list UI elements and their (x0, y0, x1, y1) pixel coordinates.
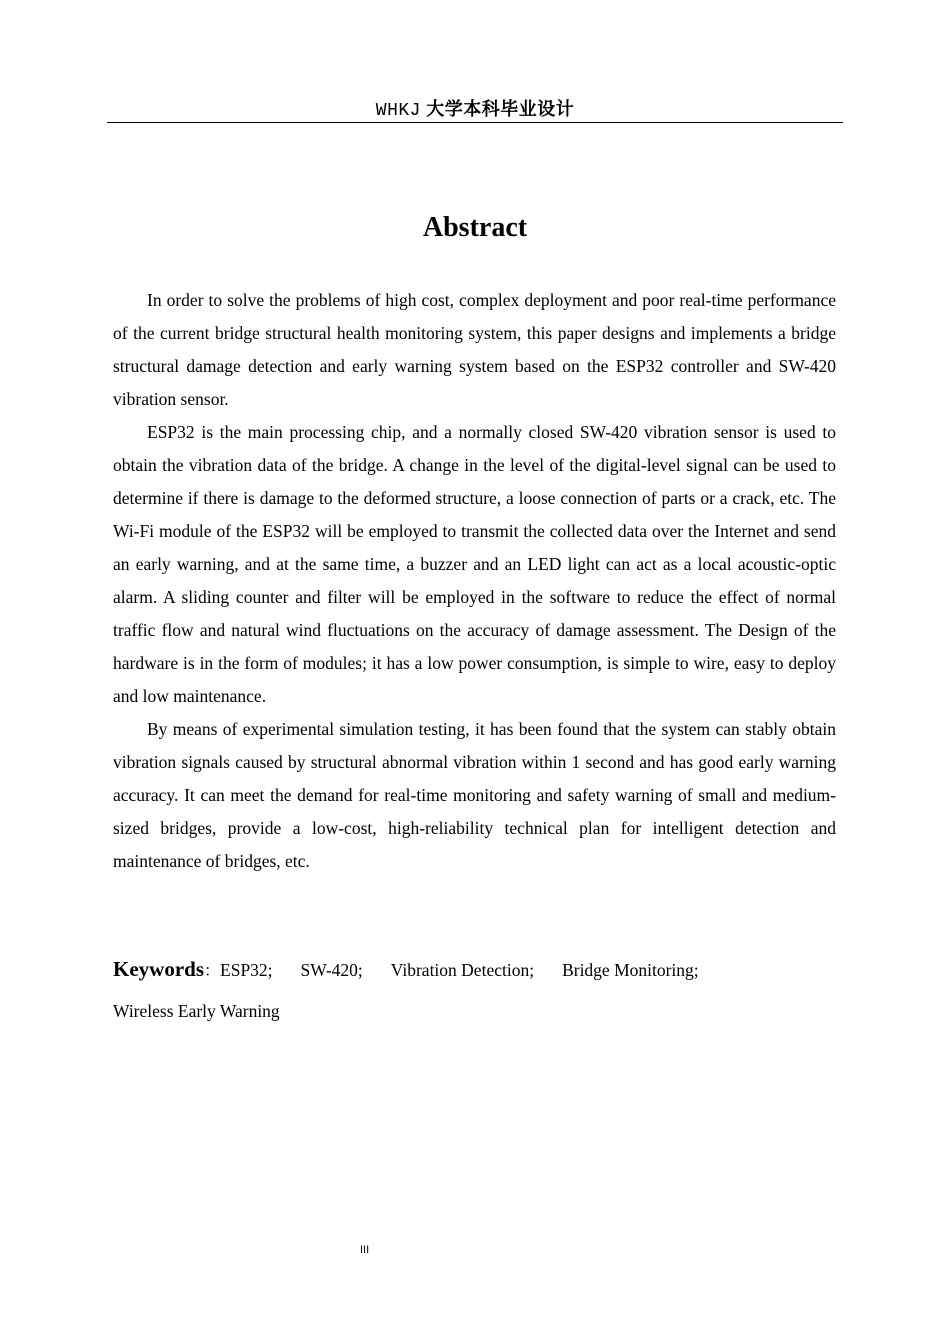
header-document-type: 大学本科毕业设计 (426, 99, 575, 120)
keyword-item: Vibration Detection; (390, 960, 535, 980)
keyword-item: ESP32; (220, 960, 273, 980)
keywords-separator: ： (204, 963, 221, 980)
keywords-line-2 (113, 994, 836, 1029)
abstract-title: Abstract (422, 212, 528, 243)
keyword-item: Bridge Monitoring; (562, 960, 699, 980)
abstract-body (113, 284, 836, 878)
keyword-item: Wireless Early Warning (113, 1001, 280, 1021)
abstract-paragraph-2: ESP32 is the main processing chip, and a normally closed SW-420 vibration sensor is used to obtain the vibration data of the bridge. A change in the level of the digital-level signal can be used to determine if there is damage to the deformed structure, a loose connection of parts or a crack, etc. The Wi-Fi module of the ESP32 will be employed to transmit the collected data over the Internet and send an early warning, and at the same time, a buzzer and an LED light can act as a local acoustic-optic alarm. A sliding counter and filter will be employed in the software to reduce the effect of normal traffic flow and natural wind fluctuations on the accuracy of damage assessment. The Design of the hardware is in the form of modules; it has a low power consumption, is simple to wire, easy to deploy and low maintenance. (113, 422, 836, 706)
keyword-item: SW-420; (300, 960, 363, 980)
keywords-label: Keywords (113, 957, 204, 981)
running-header (107, 98, 843, 122)
header-divider (107, 122, 843, 123)
page-number: III (360, 1244, 370, 1256)
abstract-paragraph-3: By means of experimental simulation testing, it has been found that the system can stably obtain vibration signals caused by structural abnormal vibration within 1 second and has good early warning accuracy. It can meet the demand for real-time monitoring and safety warning of small and medium-sized bridges, provide a low-cost, high-reliability technical plan for intelligent detection and maintenance of bridges, etc. (113, 719, 836, 871)
keywords-line-1 (113, 952, 836, 987)
abstract-paragraph-1: In order to solve the problems of high cost, complex deployment and poor real-time performance of the current bridge structural health monitoring system, this paper designs and implements a bridge structural damage detection and early warning system based on the ESP32 controller and SW-420 vibration sensor. (113, 290, 836, 409)
header-school-name: WHKJ (375, 101, 421, 121)
keywords-section (113, 952, 836, 1029)
